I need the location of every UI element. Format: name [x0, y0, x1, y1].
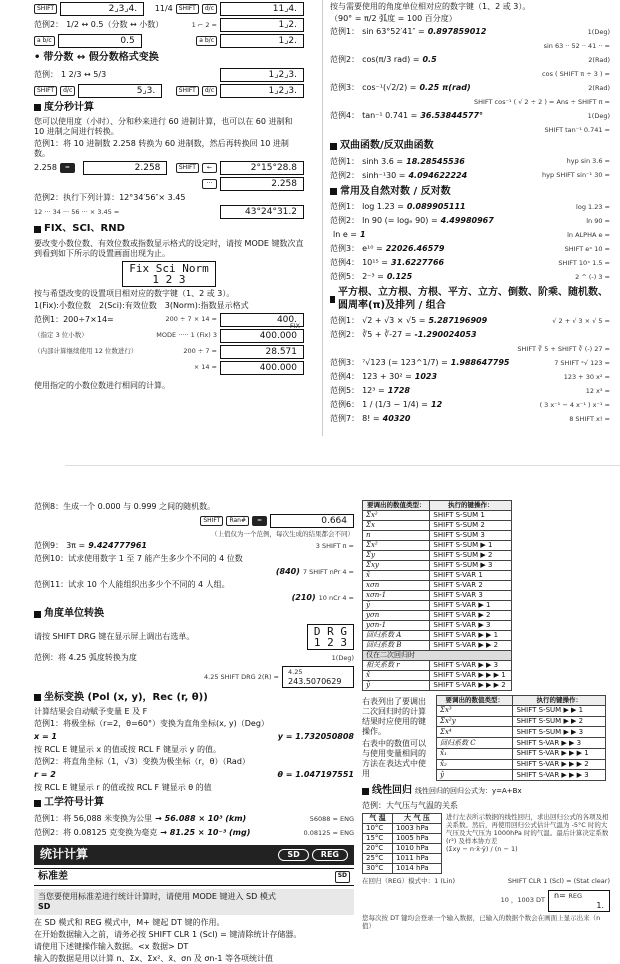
row-expr: ln e =: [333, 230, 358, 239]
row-label: 范例4：: [330, 372, 360, 381]
row-keys: ( 3 x⁻¹ − 4 x⁻¹ ) x⁻¹ =: [539, 400, 610, 409]
ex9-row: 范例9： 3π = 9.424777961 3 SHIFT π =: [34, 541, 354, 551]
key-sequence: SHIFT S-SUM ▶ ▶ 1: [513, 706, 606, 717]
table-row: [363, 561, 512, 571]
key-sequence: SHIFT S-VAR ▶ 3: [430, 621, 512, 631]
row-keys: 2(Rad): [588, 55, 610, 64]
table-row: [437, 770, 606, 781]
key-sequence: SHIFT S-SUM 1: [430, 511, 512, 521]
pol-heading: 坐标变换 (Pol (x, y)，Rec (r, θ)): [34, 692, 354, 705]
table-row: [363, 541, 512, 551]
key-sequence: SHIFT S-VAR ▶ ▶ 3: [430, 661, 512, 671]
display: n= REG 1.: [548, 890, 610, 912]
table-row: [437, 706, 606, 717]
table-row: [437, 748, 606, 759]
row-result: 1728: [387, 386, 410, 395]
intro2: （90° = π/2 弧度 = 100 百分度）: [330, 14, 457, 23]
cell: 1011 hPa: [392, 853, 441, 863]
ang-row: 请按 SHIFT DRG 键在显示屏上调出右选单。 D R G 1 2 3: [34, 624, 354, 650]
bullet: 请使用下述键操作输入数据。<x 数据> DT: [34, 942, 189, 952]
cell: 10°C: [363, 823, 393, 833]
row-keys: cos ( SHIFT π ÷ 3 ) =: [542, 69, 610, 78]
row-label: 范例2：: [330, 330, 360, 339]
value-type: 回归系数 B: [363, 641, 430, 651]
ang-ex-row: 范例：将 4.25 弧度转换为度 1(Deg): [34, 652, 354, 662]
row-label: 范例1：: [330, 27, 360, 36]
row-keys: SHIFT 10ˣ 1.5 =: [558, 258, 610, 267]
key-sequence: SHIFT S-SUM 2: [430, 521, 512, 531]
deg-row1: 2.258 = 2.258 SHIFT ← 2°15°28.8: [34, 161, 304, 175]
log-heading: 常用及自然对数 / 反对数: [330, 186, 610, 199]
row-keys: √ 2 + √ 3 × √ 5 =: [552, 316, 610, 325]
row-result: 0.897859012: [427, 27, 487, 36]
value-type: x̄: [363, 571, 430, 581]
bullet: 输入的数据是用以计算 n、Σx、Σx²、x̄、σn 及 σn-1 等各项统计值: [34, 954, 274, 964]
row-result: 0.5: [422, 55, 437, 64]
page-divider: [65, 465, 620, 466]
row-expr: sinh⁻¹30 =: [362, 170, 406, 180]
panel-trig-log: [330, 0, 610, 436]
value-type: yσn: [363, 611, 430, 621]
example-row: [330, 371, 610, 383]
display: 2°15°28.8: [220, 161, 304, 175]
value-type: 相关系数 r: [363, 661, 430, 671]
example-row: [330, 329, 610, 341]
example: 范例1：将 10 进制数 2.258 转换为 60 进制数，然后再转换回 10 进制数。: [34, 139, 289, 158]
ex11-row: (210) 10 nCr 4 =: [291, 593, 354, 603]
side-note: 右表中的数值可以与使用变量相同的方法在表达式中使用: [362, 739, 426, 778]
row-expr: ∛5 + ∛-27 =: [362, 330, 412, 339]
eng-row2: 范例2：将 0.08125 克变换为毫克 → 81.25 × 10⁻³ (mg) 0.08125 = ENG: [34, 827, 354, 837]
row-label: 范例4：: [330, 258, 360, 267]
display: 1⌟2⌟3.: [220, 84, 304, 98]
label: 范例2：: [34, 20, 64, 29]
foot-note: 您每次按 DT 键均会登录一个输入数据，已输入的数据个数会在画面上显示出来（n 值）: [362, 913, 601, 930]
hyp-heading: 双曲函数/反双曲函数: [330, 140, 610, 153]
display: 2.258: [220, 177, 304, 191]
table-row: [363, 591, 512, 601]
example-row: [330, 257, 610, 269]
example-row: [330, 201, 610, 213]
bullet: 在 SD 模式和 REG 模式中，M+ 键起 DT 键的作用。: [34, 918, 225, 928]
row-expr: 8! =: [362, 414, 380, 423]
ran-row: SHIFT Ran# = 0.664: [34, 514, 354, 528]
row-result: 1023: [414, 372, 438, 381]
pressure-table: [362, 813, 442, 874]
table-row: [363, 531, 512, 541]
table-row: [363, 601, 512, 611]
value-type: Σx³: [437, 706, 513, 717]
example: 范例1：将极坐标（r=2，θ=60°）变换为直角坐标(x, y)（Deg）: [34, 719, 269, 729]
display: 0.5: [58, 34, 142, 48]
value-type: ȳ: [363, 601, 430, 611]
deg-row3: 12 ··· 34 ··· 56 ··· × 3.45 = 43°24°31.2: [34, 205, 304, 219]
example-row: [330, 229, 610, 241]
table-row: [437, 716, 606, 727]
row-result: 5.287196909: [428, 316, 488, 325]
table-row: [363, 843, 442, 853]
bullet: 要改变小数位数、有效位数或指数显示格式的设定时，请按 MODE 键数次直到看到如下所示的设置画面出现为止。: [34, 238, 304, 258]
display: 1⌟2.: [220, 18, 304, 32]
value-type: Σxy: [363, 561, 430, 571]
row-keys: 8 SHIFT x! =: [569, 414, 610, 423]
fix-row3: （内部计算继续使用 12 位数进行） 200 ÷ 7 = 28.571: [34, 345, 304, 359]
example-row: [330, 315, 610, 327]
value-type: Σy: [363, 551, 430, 561]
row-label: 范例6：: [330, 400, 360, 409]
row-result: 1: [360, 230, 366, 239]
display: 5⌟3.: [78, 84, 162, 98]
key-sequence: SHIFT S-VAR ▶ ▶ ▶ 3: [513, 770, 606, 781]
row-keys: log 1.23 =: [576, 202, 610, 211]
row-result: 31.6227766: [390, 258, 445, 267]
example: 范例2：将直角坐标（1，√3）变换为极坐标（r，θ）（Rad）: [34, 757, 250, 767]
row-keys: SHIFT eˣ 10 =: [564, 244, 610, 253]
fix-row4: × 14 = 400.000: [34, 361, 304, 375]
table-row: [363, 571, 512, 581]
row-result: 36.53844577°: [420, 111, 484, 120]
row-expr: 10¹⁵ =: [362, 258, 388, 267]
key-sequence: SHIFT S-VAR ▶ ▶ ▶ 2: [430, 681, 512, 691]
sd-note: 当您要使用标准差进行统计计算时，请使用 MODE 键进入 SD 模式 SD: [34, 889, 354, 915]
display: 400.000: [220, 329, 304, 343]
row-expr: √2 + √3 × √5 =: [362, 316, 426, 325]
table-row: [363, 551, 512, 561]
table-row: [363, 681, 512, 691]
row-result: 12: [431, 400, 443, 409]
value-type: Σx⁴: [437, 727, 513, 738]
row-result: 4.094622224: [408, 170, 468, 180]
row-label: 范例7：: [330, 414, 360, 423]
key-sequence: SHIFT S-SUM ▶ ▶ 2: [513, 716, 606, 727]
ang-key-row: 4.25 SHIFT DRG 2(R) = 4.25 243.5070629: [34, 666, 354, 688]
eng-row1: 范例1：将 56,088 米变换为公里 → 56.088 × 10³ (km) 56088 = ENG: [34, 813, 354, 823]
key-sequence: SHIFT S-VAR ▶ ▶ 2: [430, 641, 512, 651]
stats-banner: 统计计算 SD REG: [34, 845, 354, 865]
example-row: [330, 343, 610, 355]
pow-heading: 平方根、立方根、方根、平方、立方、倒数、阶乘、随机数、圆周率(π)及排列 / 组合: [330, 287, 610, 312]
example: 范例10：试求使用数字 1 至 7 能产生多少个不同的 4 位数: [34, 554, 243, 564]
example: 范例8：生成一个 0.000 与 0.999 之间的随机数。: [34, 502, 216, 511]
row-label: 范例3：: [330, 244, 360, 253]
row-expr: cos(π/3 rad) =: [362, 55, 420, 64]
example-row: [330, 96, 610, 108]
key-sequence: SHIFT S-SUM ▶ 1: [430, 541, 512, 551]
row-expr: 123 + 30² =: [362, 372, 412, 381]
row-expr: log 1.23 =: [362, 202, 404, 211]
value-type: Σx²: [363, 541, 430, 551]
recall-table: 要调出的数值类型： 执行的键操作： Σx² SHIFT S-SUM 1 Σx SHIFT S-SUM 2 n SHIFT S-SUM 3 Σx² SHIFT S-SUM ▶ 1 Σy SHIFT S-SUM ▶ 2 Σxy SHIFT S-SUM ▶ 3 x̄ SHIFT S-VAR 1 xσn SHIFT S-VAR 2 xσn-1 SHIFT S-VAR 3 ȳ SHIFT S-VAR ▶ 1 yσn SHIFT S-VAR ▶ 2 yσn-1 SHIFT S-VAR ▶ 3 回归系数 A SHIFT S-VAR ▶ ▶ 1 回归系数 B SHIFT S-VAR ▶ ▶ 2 仅在二次回归时 相关系数 r SHIFT S-VAR ▶ ▶ 3 x̂ SHIFT S-VAR ▶ ▶ ▶ 1 ŷ SHIFT S-VAR ▶ ▶ ▶ 2: [362, 500, 512, 691]
ex2b-row: a b/c 0.5 a b/c 1⌟2.: [34, 34, 304, 48]
eng-heading: 工学符号计算: [34, 797, 354, 810]
row-keys: hyp SHIFT sin⁻¹ 30 =: [542, 171, 610, 180]
table-row: [437, 759, 606, 770]
row-keys: 7 SHIFT ˣ√ 123 =: [554, 358, 610, 367]
quad-table: 要调出的数值类型： 执行的键操作： Σx³ SHIFT S-SUM ▶ ▶ 1 Σx²y SHIFT S-SUM ▶ ▶ 2 Σx⁴ SHIFT S-SUM ▶ ▶ 3 回归系数 C SHIFT S-VAR ▶ ▶ 3 x̂₁ SHIFT S-VAR ▶ ▶ ▶ 1 x̂₂ SHIFT S-VAR ▶ ▶ ▶ 2 ŷ SHIFT S-VAR ▶ ▶ ▶ 3: [436, 695, 606, 781]
keys: 1 ⌐ 2 =: [191, 20, 217, 29]
example-row: [330, 399, 610, 411]
row-result: 0.25 π(rad): [419, 83, 471, 92]
table-row: [437, 727, 606, 738]
table-row: [363, 641, 512, 651]
example: 范例11：试求 10 个人能组织出多少个不同的 4 人组。: [34, 580, 230, 590]
frac-value: 11/4: [154, 4, 173, 13]
table-row: [363, 823, 442, 833]
example-row: [330, 110, 610, 122]
row-keys: hyp sin 3.6 =: [566, 157, 610, 166]
value-type: Σx: [363, 521, 430, 531]
display: 400.000: [220, 361, 304, 375]
sd-subheading: 标准差 SD: [34, 868, 354, 887]
display: 2.258: [83, 161, 167, 175]
deg-heading: 度分秒计算: [34, 102, 304, 115]
entry-row: 10 ，1003 DT n= REG 1.: [362, 890, 610, 912]
display: 2⌟3⌟4.: [60, 2, 144, 16]
value-type: x̂₂: [437, 759, 513, 770]
outro: 使用指定的小数位数进行相同的计算。: [34, 380, 170, 390]
bullet: 在开始数据输入之前，请务必按 SHIFT CLR 1 (Scl) = 键清除统计存储器。: [34, 930, 302, 940]
cell: 25°C: [363, 853, 393, 863]
key-sequence: SHIFT S-VAR ▶ ▶ ▶ 2: [513, 759, 606, 770]
table-row: [363, 833, 442, 843]
row-keys: 12 x³ =: [585, 386, 610, 395]
cell: 1003 hPa: [392, 823, 441, 833]
table-row: [363, 521, 512, 531]
value-type: ŷ: [437, 770, 513, 781]
example-row: [330, 413, 610, 425]
mixed-row2: SHIFT d/c 5⌟3. SHIFT d/c 1⌟2⌟3.: [34, 84, 304, 98]
value-type: n: [363, 531, 430, 541]
cov-formula: (Σxy − n·x̄·ȳ) / (n − 1): [446, 845, 518, 853]
table-row: [363, 621, 512, 631]
key-sequence: SHIFT S-VAR ▶ 1: [430, 601, 512, 611]
row-keys: ln ALPHA e =: [567, 230, 610, 239]
example-row: [330, 82, 610, 94]
mixed-row: 范例： 1 2/3 ↔ 5/3 1⌟2⌟3.: [34, 68, 304, 82]
example-row: [330, 271, 610, 283]
display: 11⌟4.: [220, 2, 304, 16]
example-row: [330, 215, 610, 227]
bullet: 计算结果会自动赋予变量 E 及 F: [34, 707, 148, 717]
bullet: 您可以使用度（小时）、分和秒来进行 60 进制计算，也可以在 60 进制和 10 进制之间进行转换。: [34, 117, 293, 136]
cell: 1010 hPa: [392, 843, 441, 853]
example-row: [330, 243, 610, 255]
key-sequence: SHIFT S-VAR ▶ ▶ ▶ 1: [513, 748, 606, 759]
table-row: [363, 671, 512, 681]
bullet: 按 RCL E 键显示 x 的值或按 RCL F 键显示 y 的值。: [34, 745, 221, 755]
value-type: Σx²: [363, 511, 430, 521]
key-sequence: SHIFT S-VAR 2: [430, 581, 512, 591]
row-label: 范例5：: [330, 272, 360, 281]
table-row: [363, 631, 512, 641]
column-divider: [322, 0, 323, 436]
row-label: 范例5：: [330, 386, 360, 395]
example-row: [330, 170, 610, 182]
row-result: 4.49980967: [440, 216, 494, 225]
row-label: 范例3：: [330, 83, 360, 92]
row-keys: sin 63 ·· 52 ·· 41 ·· =: [543, 41, 610, 50]
ex2-row: [34, 18, 304, 32]
example-row: [330, 26, 610, 38]
fix-heading: FIX、SCI、RND: [34, 223, 304, 236]
row-keys: SHIFT ∛ 5 + SHIFT ∛ (-) 27 =: [517, 344, 610, 353]
display: 400.: [220, 313, 304, 327]
value-type: Σx²y: [437, 716, 513, 727]
mode-screen: Fix Sci Norm 1 2 3: [122, 261, 215, 287]
example-row: [330, 68, 610, 80]
key-sequence: SHIFT S-SUM 3: [430, 531, 512, 541]
row-expr: sinh 3.6 =: [362, 156, 404, 166]
top-row: SHIFT 2⌟3⌟4. 11/4 SHIFT d/c 11⌟4.: [34, 2, 304, 16]
row-result: 40320: [382, 414, 411, 423]
example-row: [330, 40, 610, 52]
deg-row2: ··· 2.258: [34, 177, 304, 191]
key-sequence: SHIFT S-VAR 1: [430, 571, 512, 581]
row-keys: SHIFT cos⁻¹ ( √ 2 ÷ 2 ) = Ans ÷ SHIFT π =: [473, 97, 610, 106]
row-result: 0.125: [386, 272, 413, 281]
row-keys: 1(Deg): [587, 27, 610, 36]
key-sequence: SHIFT S-SUM ▶ ▶ 3: [513, 727, 606, 738]
example-row: [330, 357, 610, 369]
example-row: [330, 54, 610, 66]
row-keys: SHIFT tan⁻¹ 0.741 =: [544, 125, 610, 134]
display: 43°24°31.2: [220, 205, 304, 219]
panel-random-stats: [34, 500, 354, 964]
expr: 1/2 ↔ 0.5（分数 ↔ 小数）: [66, 20, 164, 29]
value-type: x̂: [363, 671, 430, 681]
row-label: 范例2：: [330, 216, 360, 225]
row-expr: ln 90 (= logₑ 90) =: [362, 216, 438, 225]
side-note: 右表列出了要调出二次回归时的计算结果时应使用的键操作。: [362, 697, 426, 736]
desc: 进行左表所示数据的线性回归，求出回归公式的各项及相关系数。然后，再使用回归公式估计气温为 -5°C 时的大气压及大气压为 1000hPa 时的气温。最后计算决定系数 (r²) 及样本协方差: [446, 812, 609, 845]
table-row: [363, 581, 512, 591]
cell: 1005 hPa: [392, 833, 441, 843]
row-keys: 2 ^ (-) 3 =: [575, 272, 610, 281]
options: 1(Fix):小数位数 2(Sci):有效位数 3(Norm):指数显示格式: [34, 300, 249, 310]
col-header: 大 气 压: [392, 813, 441, 823]
row-expr: sin 63°52′41″ =: [362, 27, 425, 36]
panel-fractions-degrees: [34, 0, 304, 436]
value-type: 回归系数 A: [363, 631, 430, 641]
display: 4.25 243.5070629: [282, 666, 354, 688]
mixed-heading: • 带分数 ↔ 假分数格式变换: [34, 52, 159, 63]
row-expr: 12³ =: [362, 386, 385, 395]
fix-row2: （指定 3 位小数） MODE ····· 1 (Fix) 3 FIX 400.000: [34, 329, 304, 343]
reg-row: 在回归（REG）模式中：1 (Lin) SHIFT CLR 1 (Scl) = (Stat clear): [362, 877, 610, 886]
example: 范例2：执行下列计算：12°34′56″× 3.45: [34, 193, 186, 202]
row-label: 范例2：: [330, 55, 360, 64]
row-expr: 1 / (1/3 − 1/4) =: [362, 400, 428, 409]
value-type: xσn-1: [363, 591, 430, 601]
display: 28.571: [220, 345, 304, 359]
cell: 1014 hPa: [392, 863, 441, 873]
row-keys: 2(Rad): [588, 83, 610, 92]
cell: 15°C: [363, 833, 393, 843]
row-result: 22026.46579: [385, 244, 445, 253]
key-sequence: SHIFT S-VAR ▶ ▶ ▶ 1: [430, 671, 512, 681]
ex10-row: (840) 7 SHIFT nPr 4 =: [275, 567, 354, 577]
key-sequence: SHIFT S-VAR ▶ ▶ 1: [430, 631, 512, 641]
row-label: 范例1：: [330, 156, 360, 166]
row-label: 范例2：: [330, 170, 360, 180]
row-label: 范例1：: [330, 316, 360, 325]
example-row: [330, 124, 610, 136]
cell: 30°C: [363, 863, 393, 873]
display: 1⌟2⌟3.: [220, 68, 304, 82]
row-expr: tan⁻¹ 0.741 =: [362, 111, 418, 120]
value-type: 回归系数 C: [437, 738, 513, 749]
bullet: 按与希望改变的设置项目相对应的数字键（1、2 或 3）。: [34, 288, 235, 298]
intro: 按与需要使用的角度单位相对应的数字键（1、2 或 3）。: [330, 2, 531, 11]
example-row: [330, 385, 610, 397]
row-result: -1.290024053: [414, 330, 477, 339]
lin-heading: 线性回归 线性回归的回归公式为：y=A+Bx: [362, 785, 610, 798]
row-expr: e¹⁰ =: [362, 244, 383, 253]
row-result: 1.988647795: [450, 358, 510, 367]
key-sequence: SHIFT S-VAR ▶ ▶ 3: [513, 738, 606, 749]
bullet: 按 RCL E 键显示 r 的值或按 RCL F 键显示 θ 的值: [34, 783, 212, 793]
cell: 20°C: [363, 843, 393, 853]
note: （上值仅为一个范例，每次生成的结果都会不同）: [211, 530, 354, 538]
fix-row1: 范例1：200÷7×14= 200 ÷ 7 × 14 = 400.: [34, 313, 304, 327]
example: 范例：大气压与气温的关系: [362, 800, 458, 810]
table-row: [363, 661, 512, 671]
key-sequence: SHIFT S-VAR 3: [430, 591, 512, 601]
key-sequence: SHIFT S-VAR ▶ 2: [430, 611, 512, 621]
row-keys: ln 90 =: [586, 216, 610, 225]
key-sequence: SHIFT S-SUM ▶ 2: [430, 551, 512, 561]
row-keys: 123 + 30 x² =: [563, 372, 610, 381]
table-row: [363, 511, 512, 521]
row-label: 范例4：: [330, 111, 360, 120]
row-label: 范例1：: [330, 202, 360, 211]
table-row: [363, 611, 512, 621]
key-sequence: SHIFT S-SUM ▶ 3: [430, 561, 512, 571]
row-expr: 2⁻³ =: [362, 272, 384, 281]
value-type: yσn-1: [363, 621, 430, 631]
row-keys: 1(Deg): [587, 111, 610, 120]
row-result: 0.089905111: [406, 202, 466, 211]
table-row: [437, 738, 606, 749]
col-header: 气 温: [363, 813, 393, 823]
pol-rt: r = 2 θ = 1.047197551: [34, 770, 354, 780]
value-type: ŷ: [363, 681, 430, 691]
row-label: 范例3：: [330, 358, 360, 367]
panel-regression: [362, 500, 610, 960]
pol-xy: x = 1 y = 1.732050808: [34, 732, 354, 742]
value-type: xσn: [363, 581, 430, 591]
row-expr: ⁷√123 (= 123^1/7) =: [362, 358, 448, 367]
row-result: 18.28545536: [406, 156, 465, 166]
ang-heading: 角度单位转换: [34, 608, 354, 621]
drg-screen: D R G 1 2 3: [307, 624, 354, 650]
table-row: [363, 853, 442, 863]
table-row: [363, 863, 442, 873]
display: 0.664: [270, 514, 354, 528]
row-expr: cos⁻¹(√2/2) =: [362, 83, 417, 92]
example-row: [330, 156, 610, 168]
value-type: x̂₁: [437, 748, 513, 759]
display: 1⌟2.: [220, 34, 304, 48]
